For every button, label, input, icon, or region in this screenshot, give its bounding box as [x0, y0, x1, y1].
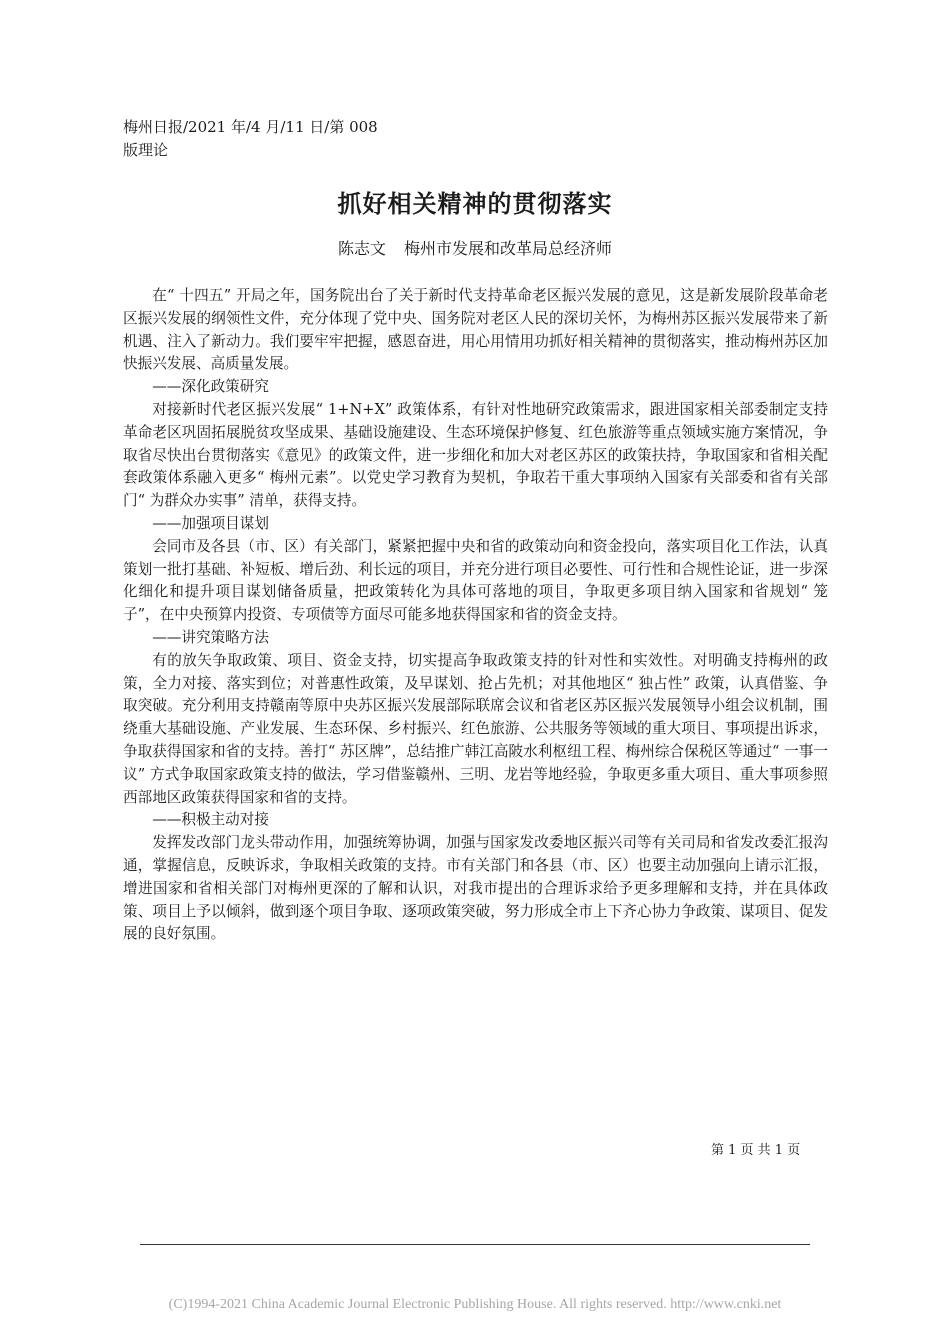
article-title: 抓好相关精神的贯彻落实 — [337, 190, 613, 218]
source-line-2: 版理论 — [123, 141, 169, 159]
section-heading: ——讲究策略方法 — [152, 628, 269, 646]
paragraph: 对接新时代老区振兴发展“ 1+N+X” 政策体系，有针对性地研究政策需求，跟进国家相关部委制定支持革命老区巩固拓展脱贫攻坚成果、基础设施建设、生态环境保护修复、红色旅游等重点领域实施方案情况，争取省尽快出台贯彻落实《意见》的政策文件，进一步细化和加大对老区苏区的政策扶持，争取国家和省相关配套政策体系融入更多“ 梅州元素”。以党史学习教育为契机，争取若干重大事项纳入国家有关部委和省有关部门“ 为群众办实事” 清单，获得支持。 — [123, 400, 828, 510]
copyright-footer: (C)1994-2021 China Academic Journal Electronic Publishing House. All rights reserved. http://www.cnki.net — [168, 1297, 782, 1312]
paragraph: 有的放矢争取政策、项目、资金支持，切实提高争取政策支持的针对性和实效性。对明确支持梅州的政策，全力对接、落实到位；对普惠性政策，及早谋划、抢占先机；对其他地区“ 独占性” 政策，认真借鉴、争取突破。充分利用支持赣南等原中央苏区振兴发展部际联席会议和省老区苏区振兴发展领导小组会议机制，围绕重大基础设施、产业发展、生态环保、乡村振兴、红色旅游、公共服务等领域的重大项目、事项提出诉求，争取获得国家和省的支持。善打“ 苏区牌”，总结推广韩江高陂水利枢纽工程、梅州综合保税区等通过“ 一事一议” 方式争取国家政策支持的做法，学习借鉴赣州、三明、龙岩等地经验，争取更多重大项目、重大事项参照西部地区政策获得国家和省的支持。 — [123, 651, 828, 806]
paragraph: 发挥发改部门龙头带动作用，加强统筹协调，加强与国家发改委地区振兴司等有关司局和省发改委汇报沟通，掌握信息，反映诉求，争取相关政策的支持。市有关部门和各县（市、区）也要主动加强向上请示汇报，增进国家和省相关部门对梅州更深的了解和认识，对我市提出的合理诉求给予更多理解和支持，并在具体政策、项目上予以倾斜，做到逐个项目争取、逐项政策突破，努力形成全市上下齐心协力争政策、谋项目、促发展的良好氛围。 — [123, 834, 828, 943]
article-body — [123, 285, 828, 946]
source-line-1: 梅州日报/2021 年/4 月/11 日/第 008 — [123, 118, 378, 136]
section-heading: ——深化政策研究 — [152, 378, 269, 396]
page-number: 第 1 页 共 1 页 — [711, 1143, 801, 1158]
byline — [0, 236, 950, 259]
paragraph-intro: 在“ 十四五” 开局之年，国务院出台了关于新时代支持革命老区振兴发展的意见，这是新发展阶段革命老区振兴发展的纲领性文件，充分体现了党中央、国务院对老区人民的深切关怀，为梅州苏区振兴发展带来了新机遇、注入了新动力。我们要牢牢把握，感恩奋进，用心用情用功抓好相关精神的贯彻落实，推动梅州苏区加快振兴发展、高质量发展。 — [123, 287, 828, 373]
section-heading: ——积极主动对接 — [152, 811, 269, 829]
author-position: 梅州市发展和改革局总经济师 — [404, 239, 613, 258]
footer-divider — [140, 1244, 810, 1245]
paragraph: 会同市及各县（市、区）有关部门，紧紧把握中央和省的政策动向和资金投向，落实项目化工作法，认真策划一批打基础、补短板、增后劲、利长远的项目，并充分进行项目必要性、可行性和合规性论证，进一步深化细化和提升项目谋划储备质量，把政策转化为具体可落地的项目，争取更多项目纳入国家和省规划“ 笼子”，在中央预算内投资、专项债等方面尽可能多地获得国家和省的资金支持。 — [123, 537, 828, 624]
author-name: 陈志文 — [337, 239, 386, 258]
source-citation — [123, 116, 393, 162]
section-heading: ——加强项目谋划 — [152, 514, 269, 532]
